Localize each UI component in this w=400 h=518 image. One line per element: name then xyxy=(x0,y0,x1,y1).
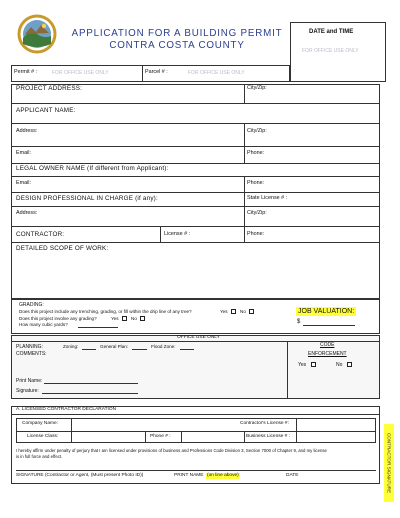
flood-zone-input[interactable] xyxy=(180,349,194,350)
permit-label: Permit # : xyxy=(14,69,38,75)
applicant-city-zip-label[interactable]: City/Zip: xyxy=(247,128,267,134)
office-signature-label: Signature: xyxy=(16,388,39,394)
applicant-email-label[interactable]: Email: xyxy=(16,150,31,156)
applicant-name-label[interactable]: APPLICANT NAME: xyxy=(16,107,76,114)
online-above-note: (on line above) xyxy=(207,472,239,478)
trees-no-checkbox[interactable] xyxy=(249,309,254,314)
general-plan-input[interactable] xyxy=(132,349,147,350)
office-use-heading: OFFICE USE ONLY xyxy=(177,335,220,340)
grading-no-checkbox[interactable] xyxy=(140,316,145,321)
scope-of-work-label[interactable]: DETAILED SCOPE OF WORK: xyxy=(16,245,109,252)
parcel-label: Parcel # : xyxy=(145,69,168,75)
applicant-address-label[interactable]: Address: xyxy=(16,128,38,134)
state-license-label[interactable]: State License # : xyxy=(247,195,288,201)
office-use-placeholder: FOR OFFICE USE ONLY xyxy=(302,48,359,54)
owner-email-label[interactable]: Email: xyxy=(16,180,31,186)
contractors-license-label: Contractor's License #: xyxy=(240,421,289,426)
contractor-print-name-label: PRINT NAME xyxy=(174,473,204,478)
contractor-signature-line[interactable] xyxy=(16,470,376,471)
contractor-label[interactable]: CONTRACTOR: xyxy=(16,231,65,238)
contractor-date-label: DATE xyxy=(286,473,299,478)
owner-phone-label[interactable]: Phone: xyxy=(247,180,265,186)
cubic-yards-input[interactable] xyxy=(78,327,118,328)
license-class-input[interactable] xyxy=(72,432,144,442)
contractor-signature-side-tab: CONTRACTOR SIGNATURE xyxy=(384,424,394,502)
office-signature-input[interactable] xyxy=(42,393,138,394)
parcel-placeholder[interactable]: FOR OFFICE USE ONLY xyxy=(188,70,245,76)
declaration-phone-input[interactable] xyxy=(182,432,243,442)
trees-yes-checkbox[interactable] xyxy=(231,309,236,314)
comments-label: COMMENTS: xyxy=(16,351,47,357)
grading-question-involve: Does this project involve any grading? xyxy=(19,316,97,321)
project-address-label[interactable]: PROJECT ADDRESS: xyxy=(16,85,83,92)
business-license-label: Business License # : xyxy=(246,434,290,439)
county-seal-logo xyxy=(17,14,57,54)
license-class-label: License Class: xyxy=(27,434,59,439)
declaration-text-line2: is in full force and effect. xyxy=(16,454,63,459)
code-enforcement-label: ENFORCEMENT xyxy=(308,351,347,357)
office-print-name-label: Print Name: xyxy=(16,378,43,384)
company-name-input[interactable] xyxy=(72,419,240,430)
contractor-phone-label[interactable]: Phone: xyxy=(247,231,265,237)
project-city-zip-label[interactable]: City/Zip: xyxy=(247,85,267,91)
form-title: APPLICATION FOR A BUILDING PERMIT xyxy=(71,28,283,39)
declaration-text-line1: I hereby affirm under penalty of perjury that I am licensed under provisions of business and Professions Code Division 3, Section 7000 of Chapter 9, and my license xyxy=(16,448,327,453)
planning-label: PLANNING: xyxy=(16,344,43,350)
designer-city-zip-label[interactable]: City/Zip: xyxy=(247,210,267,216)
code-enforcement-yes-checkbox[interactable] xyxy=(311,362,316,367)
declaration-phone-label: Phone # : xyxy=(150,434,171,439)
grading-question-trees: Does this project include any trenching, grading, or fill within the drip line of any tree? xyxy=(19,309,192,314)
contractor-signature-label: SIGNATURE (Contractor or Agent, (Must present Photo ID)) xyxy=(16,473,144,478)
grading-yes-checkbox[interactable] xyxy=(122,316,127,321)
contractors-license-input[interactable] xyxy=(297,419,375,430)
date-time-label: DATE and TIME xyxy=(309,29,354,35)
legal-owner-label[interactable]: LEGAL OWNER NAME (If different from Applicant): xyxy=(16,165,169,172)
cubic-yards-label: How many cubic yards? xyxy=(19,322,68,327)
permit-placeholder[interactable]: FOR OFFICE USE ONLY xyxy=(52,70,109,76)
contractor-license-label[interactable]: License # : xyxy=(164,231,191,237)
grading-heading: GRADING: xyxy=(19,302,44,308)
job-valuation-input[interactable] xyxy=(303,325,355,326)
company-name-label: Company Name: xyxy=(22,421,58,426)
zoning-input[interactable] xyxy=(82,349,96,350)
county-name: CONTRA COSTA COUNTY xyxy=(109,40,245,51)
valuation-currency: $ xyxy=(297,319,301,325)
design-professional-label[interactable]: DESIGN PROFESSIONAL IN CHARGE (if any): xyxy=(16,195,158,202)
applicant-phone-label[interactable]: Phone: xyxy=(247,150,265,156)
job-valuation-label: JOB VALUATION: xyxy=(298,308,355,315)
code-enforcement-no-checkbox[interactable] xyxy=(347,362,352,367)
designer-address-label[interactable]: Address: xyxy=(16,210,38,216)
business-license-input[interactable] xyxy=(297,432,375,442)
declaration-heading: A. LICENSED CONTRACTOR DECLARATION xyxy=(16,407,117,412)
office-print-name-input[interactable] xyxy=(44,383,138,384)
